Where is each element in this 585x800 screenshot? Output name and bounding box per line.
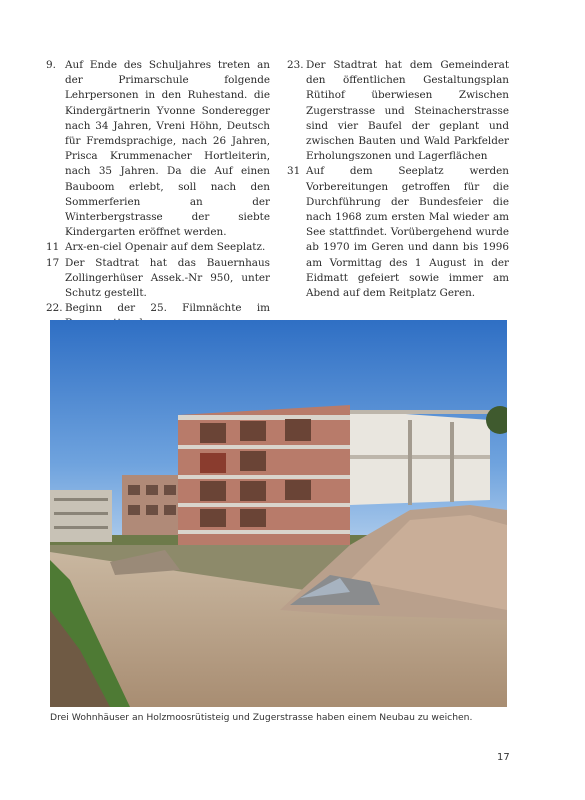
right-column <box>287 58 509 301</box>
entry-day: 11 <box>46 241 60 254</box>
entry-day: 31 <box>287 165 301 178</box>
demolition-photo <box>50 320 507 707</box>
left-column <box>46 58 270 332</box>
entry-text: Beginn der 25. Filmnächte im <box>65 302 270 315</box>
entry-text: Auf dem Seeplatz werden Vorbereitungen getroffen für die Durchführung der Bundesfeier die nach 1968 zum ersten Mal wieder am See stattfindet. Vorübergehend wurde ab 1970 im Geren und dann bis 1996 am Vormittag des 1 August in der Eidmatt gefeiert sowie immer am Abend auf dem Reitplatz Geren. <box>306 165 509 300</box>
photo-caption: Drei Wohnhäuser an Holzmoosrütisteig und Zugerstrasse haben einem Neubau zu weichen. <box>50 712 473 723</box>
chronicle-entry <box>287 58 509 164</box>
chronicle-entry <box>287 164 509 301</box>
entry-day: 23. <box>287 59 304 71</box>
entry-text: Der Stadtrat hat das Bauernhaus Zollingerhüser Assek.-Nr 950, unter Schutz gestellt. <box>65 256 270 300</box>
entry-day: 9. <box>46 59 56 71</box>
entry-day: 17 <box>46 256 60 269</box>
entry-text: Auf Ende des Schuljahres treten an der Primarschule folgende Lehrpersonen in den Ruhestand. die Kindergärtnerin Yvonne Sonderegger nach 34 Jahren, Vreni Höhn, Deutsch für Fremdsprachige, nach 26 Jahren, Prisca Krummenacher Hortleiterin, nach 35 Jahren. Da die Auf einen Bauboom erlebt, soll nach den Sommerferien an der Winterbergstrasse der siebte Kindergarten eröffnet werden. <box>65 59 270 239</box>
chronicle-entry <box>46 58 270 240</box>
chronicle-entry <box>46 240 270 255</box>
chronicle-entry <box>46 256 270 302</box>
entry-day: 22. <box>46 302 63 315</box>
entry-text: Der Stadtrat hat dem Gemeinderat den öffentlichen Gestaltungsplan Rütihof überwiesen Zwischen Zugerstrasse und Steinacherstrasse sind vier Baufel der geplant und zwischen Bauten und Wald Parkfelder Erholungszonen und Lagerflächen <box>306 59 509 163</box>
entry-text: Arx-en-ciel Openair auf dem Seeplatz. <box>65 241 266 254</box>
page-number: 17 <box>497 752 510 763</box>
